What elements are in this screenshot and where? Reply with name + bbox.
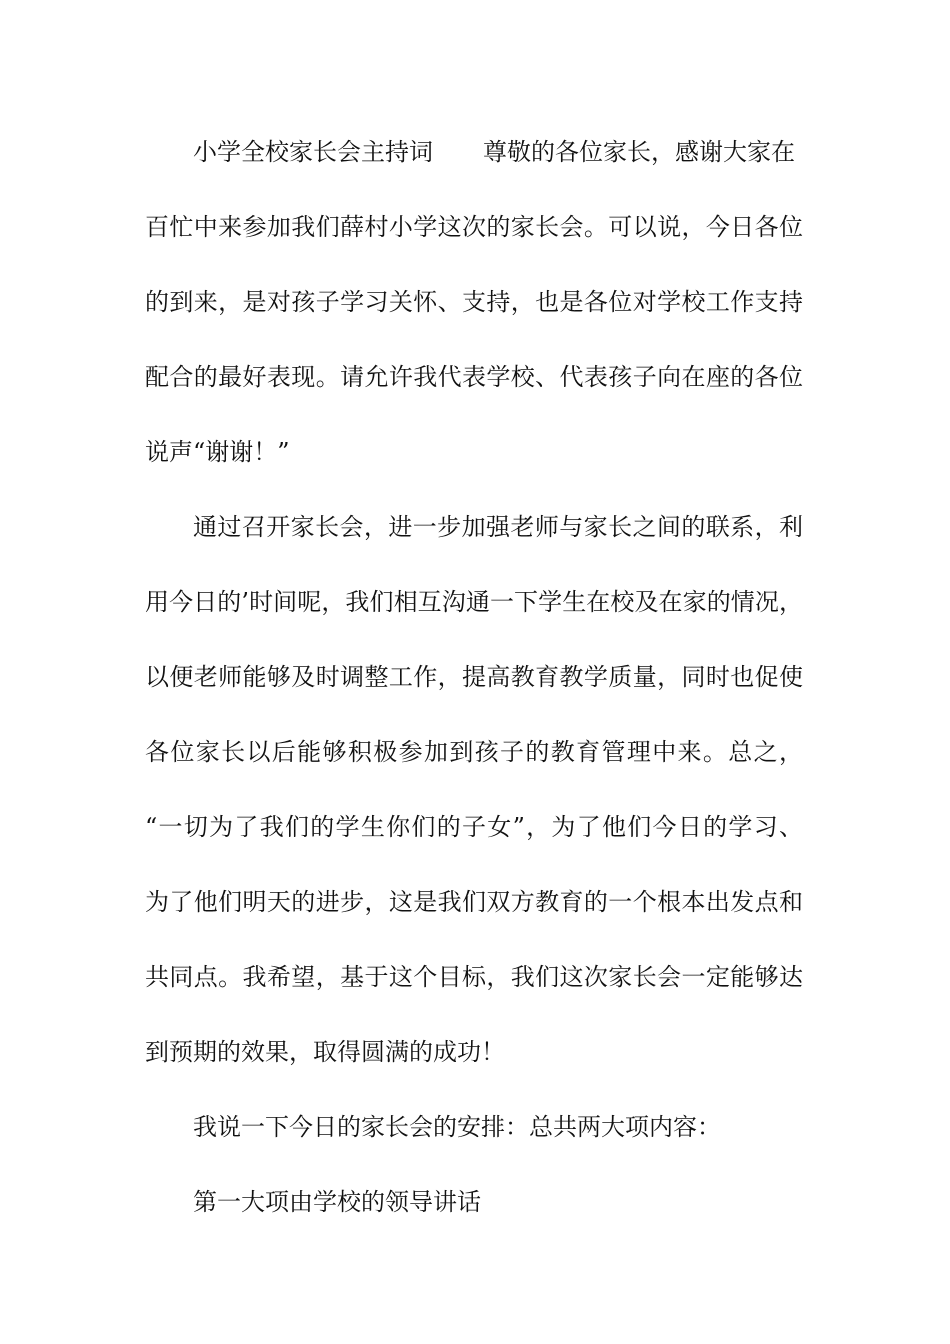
paragraph-line: “一切为了我们的学生你们的子女”，为了他们今日的学习、 bbox=[145, 813, 803, 841]
paragraph-line: 配合的最好表现。请允许我代表学校、代表孩子向在座的各位 bbox=[145, 363, 803, 391]
paragraph-line: 用今日的’时间呢，我们相互沟通一下学生在校及在家的情况， bbox=[145, 588, 803, 616]
paragraph-line: 百忙中来参加我们薛村小学这次的家长会。可以说，今日各位 bbox=[145, 213, 803, 241]
paragraph-line: 通过召开家长会，进一步加强老师与家长之间的联系，利 bbox=[193, 513, 803, 541]
paragraph-line: 说声“谢谢！” bbox=[145, 438, 290, 466]
document-title: 小学全校家长会主持词 bbox=[193, 138, 433, 166]
paragraph-line: 的到来，是对孩子学习关怀、支持，也是各位对学校工作支持 bbox=[145, 288, 803, 316]
paragraph-line: 为了他们明天的进步，这是我们双方教育的一个根本出发点和 bbox=[145, 888, 803, 916]
greeting-text: 尊敬的各位家长，感谢大家在 bbox=[483, 138, 795, 166]
paragraph-line: 共同点。我希望，基于这个目标，我们这次家长会一定能够达 bbox=[145, 963, 803, 991]
paragraph-line: 第一大项由学校的领导讲话 bbox=[193, 1188, 481, 1216]
paragraph-line: 到预期的效果，取得圆满的成功！ bbox=[145, 1038, 505, 1066]
paragraph-line: 我说一下今日的家长会的安排：总共两大项内容： bbox=[193, 1113, 721, 1141]
paragraph-line: 以便老师能够及时调整工作，提高教育教学质量，同时也促使 bbox=[145, 663, 803, 691]
paragraph-line: 各位家长以后能够积极参加到孩子的教育管理中来。总之， bbox=[145, 738, 803, 766]
title-line bbox=[193, 135, 803, 169]
